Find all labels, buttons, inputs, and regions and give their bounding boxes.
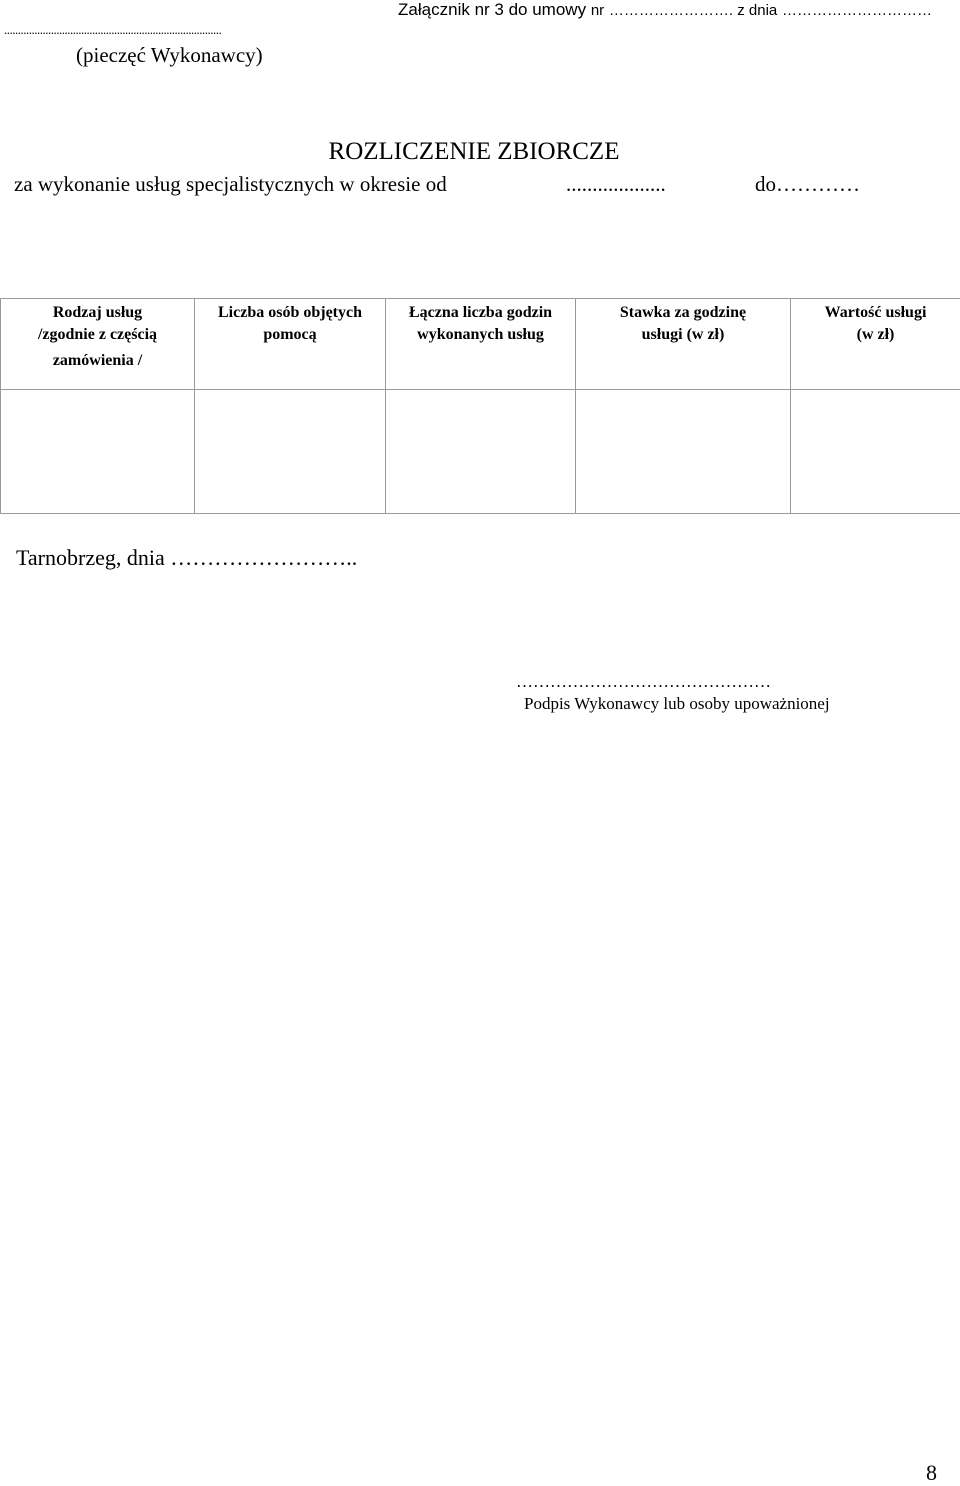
annex-date-dots: ………………………… (782, 2, 932, 19)
signature-dots: ……………………………………… (516, 672, 771, 692)
summary-table (0, 298, 960, 514)
subtitle: za wykonanie usług specjalistycznych w okresie od (14, 172, 447, 197)
header-total-hours: Łączna liczba godzin wykonanych usług (386, 299, 576, 390)
annex-nr-dots: ……………………. (609, 2, 737, 19)
stamp-label: (pieczęć Wykonawcy) (76, 43, 263, 68)
header-persons-count: Liczba osób objętych pomocą (195, 299, 386, 390)
cell-hourly-rate[interactable] (576, 390, 791, 514)
annex-date-label: z dnia (737, 2, 777, 19)
page-number: 8 (926, 1460, 937, 1486)
table-header-row (1, 299, 960, 390)
cell-service-value[interactable] (791, 390, 960, 514)
cell-persons-count[interactable] (195, 390, 386, 514)
header-service-value: Wartość usługi (w zł) (791, 299, 960, 390)
document-title: ROZLICZENIE ZBIORCZE (0, 138, 948, 166)
period-to: do………… (755, 172, 860, 197)
cell-service-type[interactable] (1, 390, 195, 514)
table-row (1, 390, 960, 514)
cell-total-hours[interactable] (386, 390, 576, 514)
place-date: Tarnobrzeg, dnia …………………….. (16, 545, 357, 571)
signature-label: Podpis Wykonawcy lub osoby upoważnionej (524, 694, 830, 714)
annex-text: Załącznik nr 3 do umowy (398, 0, 586, 19)
annex-header (0, 0, 960, 21)
header-service-type: Rodzaj usług /zgodnie z częścią zamówienia / (1, 299, 195, 390)
period-from-dots: ................... (566, 172, 666, 197)
stamp-dots: ............................................................................... (4, 22, 221, 38)
annex-nr-label: nr (591, 2, 604, 19)
header-hourly-rate: Stawka za godzinę usługi (w zł) (576, 299, 791, 390)
